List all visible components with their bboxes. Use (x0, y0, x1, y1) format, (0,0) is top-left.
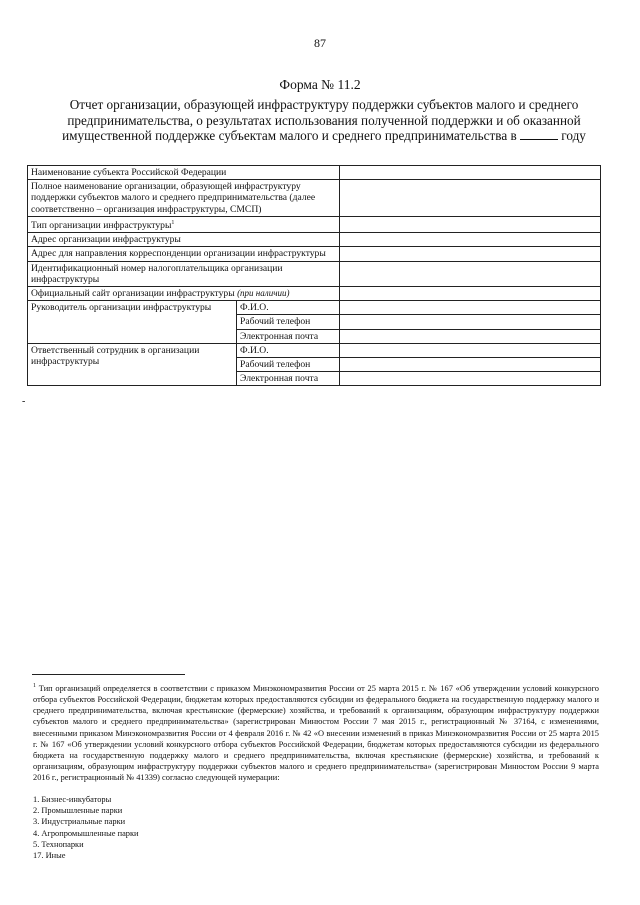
row-label-head: Руководитель организации инфраструктуры (28, 301, 237, 344)
title-line-1: Отчет организации, образующей инфраструктуру поддержки субъектов малого и среднего (69, 97, 579, 112)
list-item: 3. Индустриальные парки (33, 817, 126, 827)
table-row (28, 261, 601, 286)
org-type-text: Тип организации инфраструктуры (31, 220, 172, 231)
info-table (27, 165, 601, 386)
sub-label-resp-email: Электронная почта (237, 372, 340, 386)
table-row (28, 287, 601, 301)
sub-label-head-fio: Ф.И.О. (237, 301, 340, 315)
value-cell-head-email[interactable] (340, 329, 601, 343)
footnote-marker: 1 (33, 683, 36, 689)
row-label-mail-address: Адрес для направления корреспонденции организации инфраструктуры (28, 247, 340, 261)
title-line-3-text: имущественной поддержке субъектам малого и среднего предпринимательства в (62, 128, 517, 143)
table-row (28, 247, 601, 261)
value-cell-resp-phone[interactable] (340, 358, 601, 372)
website-text: Официальный сайт организации инфраструктуры (31, 288, 235, 300)
website-note: (при наличии) (237, 288, 290, 299)
sub-label-head-phone: Рабочий телефон (237, 315, 340, 329)
value-cell-head-phone[interactable] (340, 315, 601, 329)
value-cell-org-type[interactable] (340, 216, 601, 232)
table-row (28, 216, 601, 232)
footnote-separator (32, 674, 185, 675)
table-row (28, 301, 601, 315)
list-item: 2. Промышленные парки (33, 806, 123, 816)
value-cell-resp-email[interactable] (340, 372, 601, 386)
sub-label-head-email: Электронная почта (237, 329, 340, 343)
value-cell-mail-address[interactable] (340, 247, 601, 261)
footnote-ref: 1 (171, 219, 175, 226)
table-row (28, 166, 601, 180)
value-cell-region[interactable] (340, 166, 601, 180)
value-cell-head-fio[interactable] (340, 301, 601, 315)
year-blank (520, 128, 558, 140)
row-label-inn: Идентификационный номер налогоплательщика организации инфраструктуры (28, 261, 340, 286)
table-row (28, 180, 601, 217)
value-cell-full-name[interactable] (340, 180, 601, 217)
row-label-website (28, 287, 340, 301)
sub-label-resp-phone: Рабочий телефон (237, 358, 340, 372)
value-cell-inn[interactable] (340, 261, 601, 286)
value-cell-website[interactable] (340, 287, 601, 301)
sub-label-resp-fio: Ф.И.О. (237, 343, 340, 357)
page-number: 87 (314, 36, 326, 50)
value-cell-resp-fio[interactable] (340, 343, 601, 357)
numbering-list (33, 794, 139, 861)
title-year-word: году (561, 128, 586, 143)
row-label-responsible: Ответственный сотрудник в организации инфраструктуры (28, 343, 237, 386)
table-row (28, 343, 601, 357)
title-line-2: предпринимательства, о результатах использования полученной поддержки и об оказанной (67, 112, 581, 128)
row-label-org-type (28, 216, 340, 232)
list-item: 1. Бизнес-инкубаторы (33, 795, 112, 804)
footnote (33, 681, 599, 784)
title-line-3 (62, 128, 586, 144)
row-label-address: Адрес организации инфраструктуры (28, 233, 340, 247)
list-item: 17. Иные (33, 851, 66, 861)
list-item: 4. Агропромышленные парки (33, 828, 139, 838)
report-title (62, 97, 586, 144)
table-row (28, 233, 601, 247)
row-label-region: Наименование субъекта Российской Федерации (28, 166, 340, 180)
row-label-full-name: Полное наименование организации, образующей инфраструктуру поддержки субъектов малого и среднего предпринимательства (далее соответственно – организация инфраструктуры, СМСП) (28, 180, 340, 217)
form-number: Форма № 11.2 (279, 77, 361, 92)
dash-mark: - (22, 396, 26, 407)
value-cell-address[interactable] (340, 233, 601, 247)
list-item: 5. Технопарки (33, 839, 84, 849)
footnote-text: Тип организаций определяется в соответствии с приказом Минэкономразвития России от 25 марта 2015 г. № 167 «Об утверждении условий конкурсного отбора субъектов Российской Федерации, бюджетам которых предоставляются субсидии из федерального бюджета на государственную поддержку малого и среднего предпринимательства, включая крестьянские (фермерские) хозяйства, и требований к организациям, образующим инфраструктуру поддержки субъектов малого и среднего предпринимательства» (зарегистрирован Минюстом России 7 мая 2015 г., регистрационный № 37164, с изменениями, внесенными приказом Минэкономразвития России от 4 февраля 2016 г. № 42 «О внесении изменений в приказ Минэкономразвития России от 25 марта 2015 г. № 167 «Об утверждении условий конкурсного отбора субъектов Российской Федерации, бюджетам которых предоставляются субсидии из федерального бюджета на государственную поддержку малого и среднего предпринимательства, включая крестьянские (фермерские) хозяйства, и требований к организациям, образующим инфраструктуру поддержки субъектов малого и среднего предпринимательства» (зарегистрирован Минюстом России 9 марта 2016 г., регистрационный № 41339) согласно следующей нумерации: (33, 683, 599, 783)
